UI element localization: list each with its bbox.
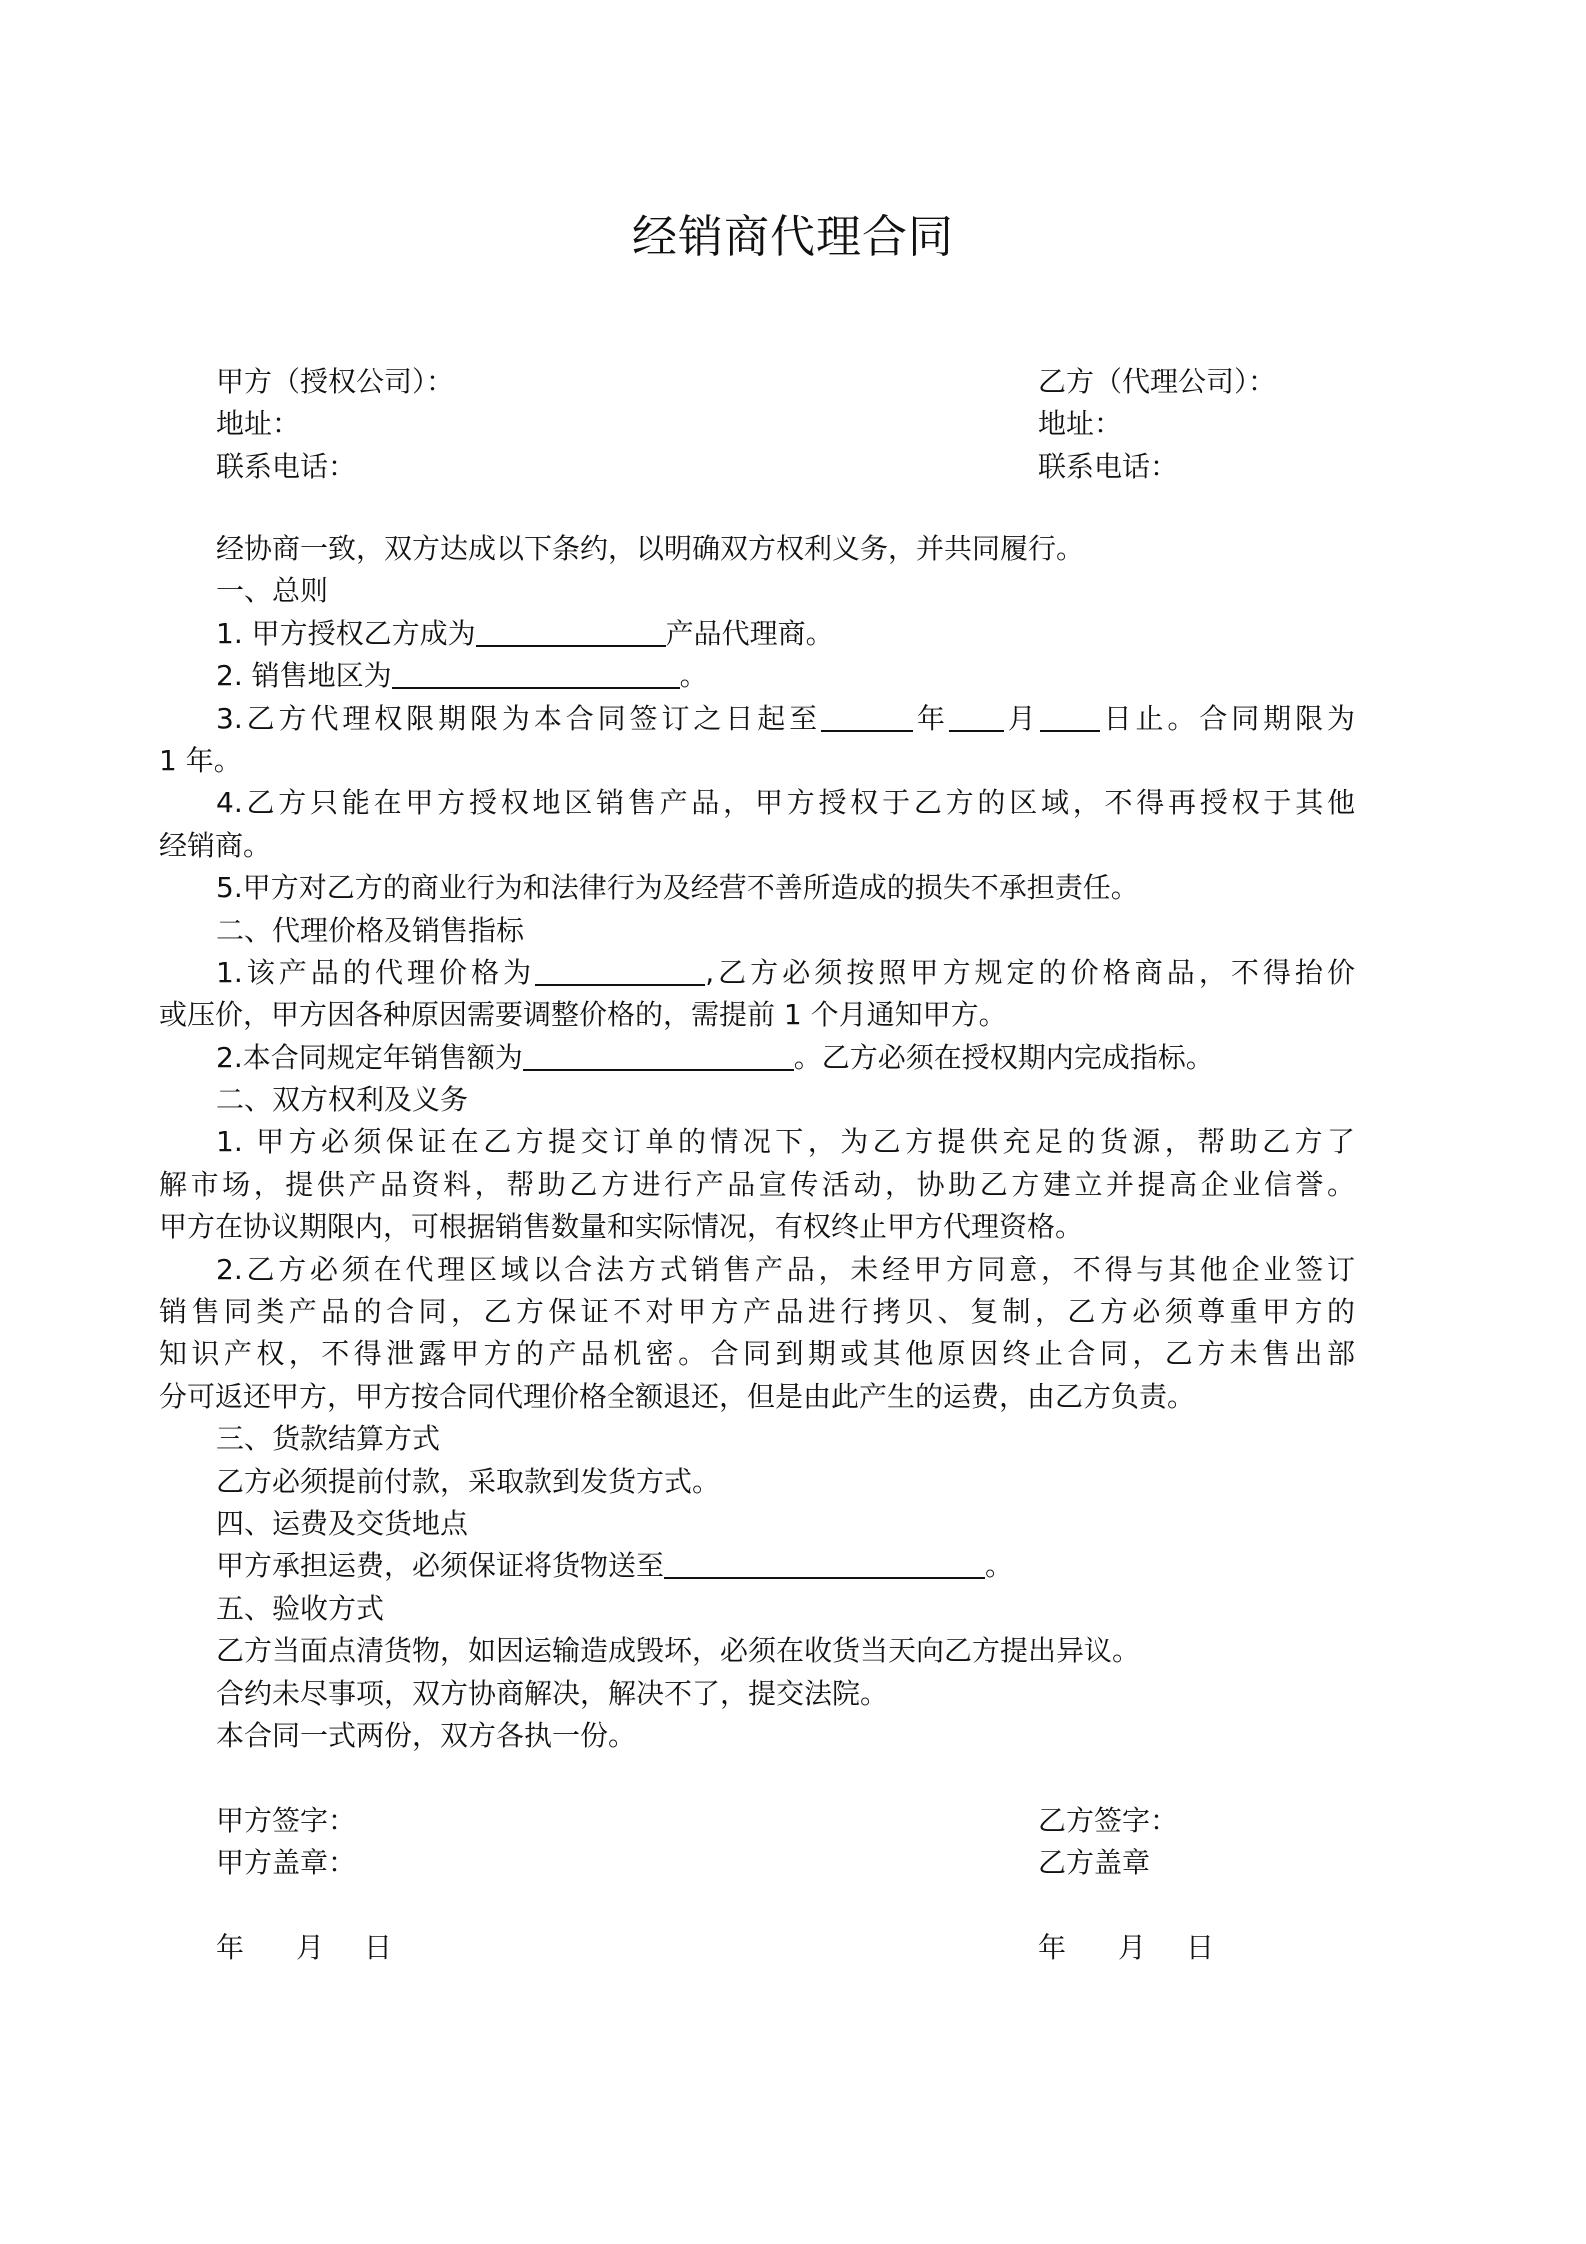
- party-info: [216, 361, 1366, 488]
- line-text: 4.乙方只能在甲方授权地区销售产品，甲方授权于乙方的区域，不得再授权于其他: [216, 786, 1355, 820]
- date-row: [216, 1927, 1366, 1969]
- line-text: 5.甲方对乙方的商业行为和法律行为及经营不善所造成的损失不承担责任。: [216, 871, 1139, 905]
- fill-in-blank-region[interactable]: [392, 657, 680, 689]
- contract-line: [159, 1630, 1355, 1672]
- contract-line: [159, 952, 1355, 994]
- line-text: 四、运费及交货地点: [216, 1506, 469, 1540]
- line-text: 甲方在协议期限内，可根据销售数量和实际情况，有权终止甲方代理资格。: [159, 1210, 1084, 1244]
- line-text: 二、代理价格及销售指标: [216, 913, 525, 947]
- line-text: 一、总则: [216, 574, 329, 608]
- line-text: 二、双方权利及义务: [216, 1083, 469, 1117]
- fill-in-blank-sales[interactable]: [523, 1039, 794, 1071]
- contract-line: [159, 1503, 1355, 1545]
- line-text: 日止。合同期限为: [1099, 701, 1355, 735]
- line-text: 分可返还甲方，甲方按合同代理价格全额退还，但是由此产生的运费，由乙方负责。: [159, 1379, 1196, 1413]
- date-month: 月: [1118, 1931, 1147, 1965]
- line-text: 1. 甲方授权乙方成为: [216, 616, 476, 650]
- party-b-seal-label: 乙方盖章: [1038, 1846, 1151, 1880]
- contract-line: [159, 1206, 1355, 1248]
- party-b-phone-label: 联系电话：: [1038, 449, 1179, 483]
- party-a-phone-label: 联系电话：: [216, 449, 357, 483]
- signature-section: [216, 1800, 1366, 1970]
- contract-body: [159, 528, 1355, 1757]
- line-text: 经协商一致，双方达成以下条约，以明确双方权利义务，并共同履行。: [216, 532, 1085, 565]
- party-a-date: [216, 1927, 392, 1969]
- seal-row: [216, 1842, 1366, 1884]
- document-title: 经销商代理合同: [631, 210, 954, 263]
- party-phone-row: [216, 446, 1366, 488]
- contract-line: [159, 570, 1355, 612]
- contract-line: [159, 1249, 1355, 1291]
- date-year: 年: [1038, 1931, 1067, 1965]
- line-text: 。: [985, 1549, 1014, 1583]
- fill-in-blank-month[interactable]: [949, 700, 1004, 732]
- line-text: 五、验收方式: [216, 1591, 385, 1625]
- contract-line: [159, 528, 1355, 570]
- line-text: 知识产权，不得泄露甲方的产品机密。合同到期或其他原因终止合同，乙方未售出部: [159, 1337, 1355, 1371]
- date-day: 日: [1186, 1931, 1215, 1965]
- contract-line: [159, 1545, 1355, 1587]
- contract-line: [159, 910, 1355, 952]
- contract-line: [159, 1673, 1355, 1715]
- fill-in-blank-year[interactable]: [821, 700, 913, 732]
- fill-in-blank-product[interactable]: [476, 615, 666, 647]
- party-b-address-label: 地址：: [1038, 407, 1123, 441]
- contract-line: [159, 1376, 1355, 1418]
- line-text: 销售同类产品的合同，乙方保证不对甲方产品进行拷贝、复制，乙方必须尊重甲方的: [159, 1295, 1355, 1329]
- party-address-row: [216, 403, 1366, 445]
- line-text: ,乙方必须按照甲方规定的价格商品，不得抬价: [705, 955, 1355, 989]
- contract-line: [159, 698, 1355, 740]
- party-b-signature-label: 乙方签字：: [1038, 1804, 1179, 1837]
- date-day: 日: [364, 1931, 393, 1965]
- contract-line: [159, 1164, 1355, 1206]
- line-text: 1. 甲方必须保证在乙方提交订单的情况下，为乙方提供充足的货源，帮助乙方了: [216, 1125, 1355, 1159]
- line-text: 2.乙方必须在代理区域以合法方式销售产品，未经甲方同意，不得与其他企业签订: [216, 1252, 1355, 1286]
- signature-row: [216, 1800, 1366, 1842]
- party-a-signature-label: 甲方签字：: [216, 1804, 357, 1837]
- line-text: 。: [679, 659, 708, 693]
- party-a-address-label: 地址：: [216, 407, 301, 441]
- contract-line: [159, 994, 1355, 1036]
- line-text: 解市场，提供产品资料，帮助乙方进行产品宣传活动，协助乙方建立并提高企业信誉。: [159, 1167, 1355, 1201]
- party-name-row: [216, 361, 1366, 403]
- line-text: 经销商。: [159, 828, 272, 862]
- contract-line: [159, 1291, 1355, 1333]
- contract-line: [159, 740, 1355, 782]
- contract-line: [159, 1333, 1355, 1375]
- line-text: 2. 销售地区为: [216, 659, 392, 693]
- date-month: 月: [296, 1931, 325, 1965]
- contract-line: [159, 613, 1355, 655]
- party-a-seal-label: 甲方盖章：: [216, 1846, 357, 1880]
- line-text: 合约未尽事项，双方协商解决，解决不了，提交法院。: [216, 1676, 889, 1710]
- party-b-name-label: 乙方（代理公司）：: [1038, 365, 1277, 398]
- party-b-date: [1038, 1927, 1214, 1969]
- contract-line: [159, 1715, 1355, 1757]
- line-text: 2.本合同规定年销售额为: [216, 1040, 523, 1074]
- fill-in-blank-price[interactable]: [535, 954, 705, 986]
- spacer: [216, 1885, 1366, 1927]
- line-text: 乙方当面点清货物，如因运输造成毁坏，必须在收货当天向乙方提出异议。: [216, 1634, 1141, 1668]
- fill-in-blank-dest[interactable]: [664, 1547, 985, 1579]
- line-text: 3.乙方代理权限期限为本合同签订之日起至: [216, 701, 822, 735]
- line-text: 或压价，甲方因各种原因需要调整价格的，需提前 1 个月通知甲方。: [159, 998, 1007, 1032]
- contract-line: [159, 1418, 1355, 1460]
- line-text: 1 年。: [159, 743, 242, 777]
- line-text: 甲方承担运费，必须保证将货物送至: [216, 1549, 665, 1583]
- line-text: 年: [913, 701, 949, 735]
- contract-line: [159, 782, 1355, 824]
- contract-line: [159, 1121, 1355, 1163]
- line-text: 月: [1003, 701, 1040, 735]
- contract-line: [159, 825, 1355, 867]
- line-text: 乙方必须提前付款，采取款到发货方式。: [216, 1464, 721, 1498]
- date-year: 年: [216, 1931, 245, 1965]
- line-text: 1.该产品的代理价格为: [216, 955, 536, 989]
- party-a-name-label: 甲方（授权公司）：: [216, 365, 455, 398]
- line-text: 本合同一式两份，双方各执一份。: [216, 1718, 637, 1752]
- line-text: 产品代理商。: [665, 616, 834, 650]
- contract-line: [159, 1588, 1355, 1630]
- contract-line: [159, 655, 1355, 697]
- line-text: 三、货款结算方式: [216, 1422, 441, 1456]
- contract-line: [159, 1461, 1355, 1503]
- contract-line: [159, 1037, 1355, 1079]
- fill-in-blank-day[interactable]: [1040, 700, 1100, 732]
- line-text: 。乙方必须在授权期内完成指标。: [793, 1040, 1214, 1074]
- contract-line: [159, 1079, 1355, 1121]
- contract-line: [159, 867, 1355, 909]
